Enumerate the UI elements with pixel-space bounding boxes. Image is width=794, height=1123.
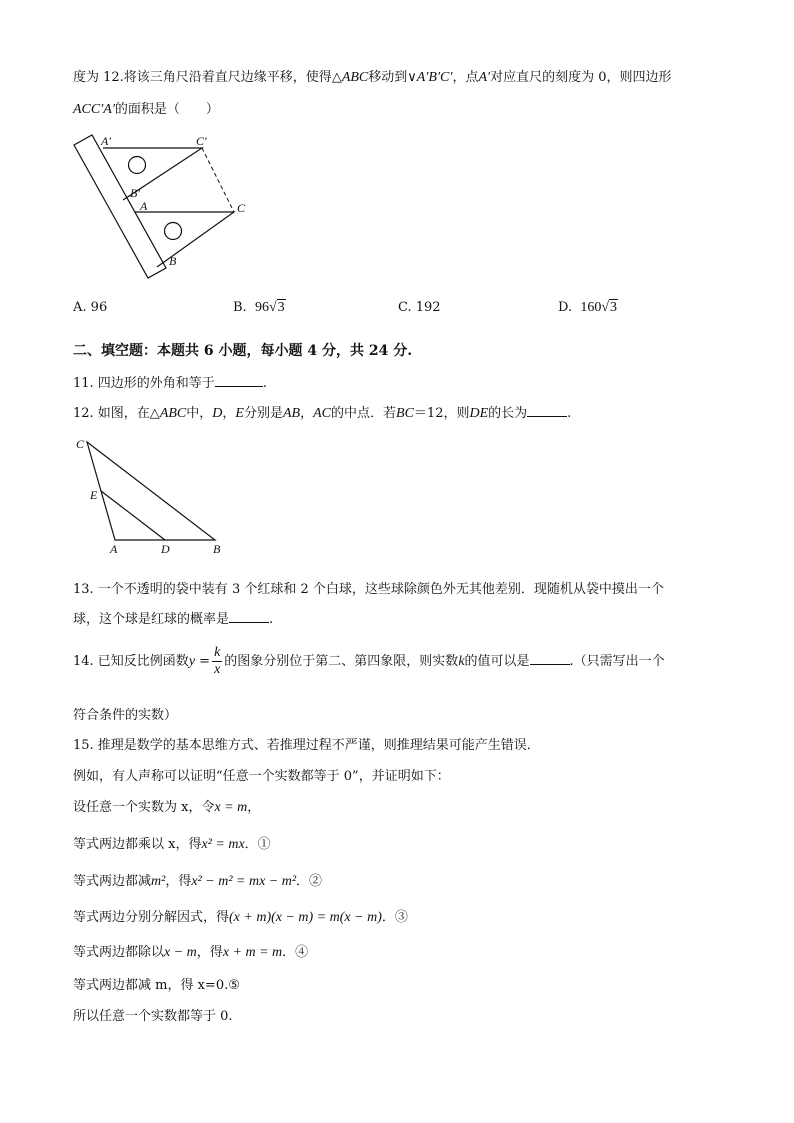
label-b-q12: B: [213, 542, 221, 556]
label-b: B: [169, 254, 177, 268]
label-a: A: [140, 199, 148, 213]
q10-figure: [60, 125, 260, 285]
label-a-prime: A′: [101, 134, 111, 148]
q13-line2: 球，这个球是红球的概率是 .: [73, 612, 274, 627]
label-c-prime: C′: [196, 134, 207, 148]
label-b-prime: B′: [130, 186, 140, 200]
option-c: C. 192: [398, 300, 441, 315]
segment-de: [101, 491, 165, 540]
label-e-q12: E: [90, 488, 98, 502]
q15-line9: 所以任意一个实数都等于 0.: [73, 1009, 233, 1024]
q13-line1: 13. 一个不透明的袋中装有 3 个红球和 2 个白球，这些球除颜色外无其他差别．现随机从袋中摸出一个: [73, 582, 664, 597]
q14-line2: 符合条件的实数）: [73, 708, 178, 723]
q11-answer-blank: [215, 374, 263, 387]
q14-line1: 14. 已知反比例函数y = $\frac{k}{x}$ 的图象分别位于第二、第四象限，则实数k的值可以是 .（只需写出一个: [73, 645, 665, 677]
triangle-abc-hole: [165, 223, 182, 240]
q10-line2: ACC′A′的面积是（ ）: [73, 102, 219, 117]
q15-line5: 等式两边都减m²，得x² − m² = mx − m²．②: [73, 874, 323, 889]
q15-line6: 等式两边分别分解因式，得(x + m)(x − m) = m(x − m)．③: [73, 910, 408, 925]
label-c: C: [237, 201, 246, 215]
section-heading: 二、填空题：本题共 6 小题，每小题 4 分，共 24 分.: [73, 343, 413, 359]
ruler: [74, 135, 166, 278]
option-b: B. 96√3: [233, 300, 285, 315]
q15-line4: 等式两边都乘以 x，得x² = mx．①: [73, 837, 271, 852]
fraction-k-over-x: $\frac{k}{x}$: [214, 645, 221, 677]
q10-line1: 度为 12.将该三角尺沿着直尺边缘平移，使得△ABC移动到∨A′B′C′，点A′对应直尺的刻度为 0，则四边形: [73, 70, 672, 85]
q15-line1: 15. 推理是数学的基本思维方式、若推理过程不严谨，则推理结果可能产生错误．: [73, 738, 540, 753]
triangle-abc-q12: [87, 442, 215, 540]
q15-line2: 例如，有人声称可以证明“任意一个实数都等于 0”，并证明如下：: [73, 769, 450, 784]
q14-answer-blank: [530, 652, 570, 665]
option-a: A. 96: [73, 300, 108, 315]
dashed-cc-prime: [202, 148, 234, 212]
q15-line7: 等式两边都除以x − m，得x + m = m．④: [73, 945, 309, 960]
q15-line8: 等式两边都减 m，得 x=0.⑤: [73, 978, 240, 993]
q12: 12. 如图，在△ABC中，D，E分别是AB，AC的中点．若BC＝12，则DE的长为 .: [73, 406, 572, 421]
label-c-q12: C: [76, 437, 85, 451]
label-a-q12: A: [110, 542, 118, 556]
option-d: D. 160√3: [558, 300, 618, 315]
triangle-prime-hole: [129, 157, 146, 174]
q15-line3: 设任意一个实数为 x，令x = m，: [73, 800, 261, 815]
q11: 11. 四边形的外角和等于 .: [73, 376, 267, 391]
label-d-q12: D: [161, 542, 170, 556]
triangle-prime: [103, 148, 202, 200]
q12-figure: [70, 432, 240, 557]
q13-answer-blank: [229, 610, 269, 623]
q12-answer-blank: [527, 404, 567, 417]
